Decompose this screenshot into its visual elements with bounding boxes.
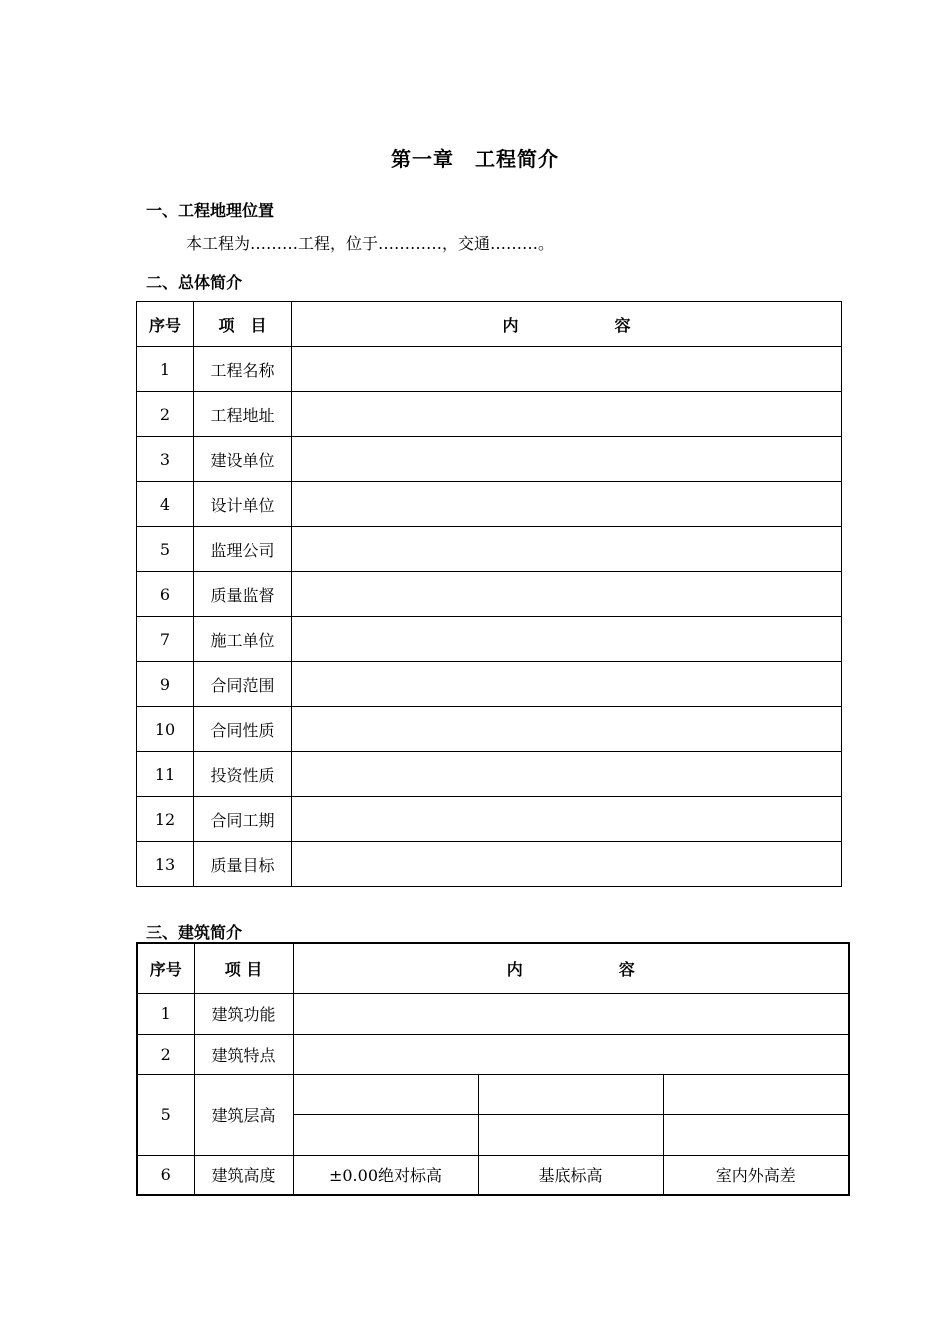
row-content xyxy=(292,842,842,887)
table-row xyxy=(137,392,842,437)
table-row xyxy=(137,842,842,887)
table-row xyxy=(137,707,842,752)
row-content xyxy=(292,392,842,437)
header-content: 内 容 xyxy=(293,943,849,993)
header-item: 项 目 xyxy=(194,943,293,993)
header-item: 项 目 xyxy=(194,302,292,347)
row-content xyxy=(292,572,842,617)
table-row xyxy=(137,437,842,482)
row-item: 工程地址 xyxy=(194,392,292,437)
row-item: 投资性质 xyxy=(194,752,292,797)
row-item: 质量目标 xyxy=(194,842,292,887)
row-no: 13 xyxy=(137,842,194,887)
row-item: 建筑高度 xyxy=(194,1155,293,1195)
table-row xyxy=(137,993,849,1034)
row-no: 1 xyxy=(137,347,194,392)
row-no: 10 xyxy=(137,707,194,752)
row-item: 合同工期 xyxy=(194,797,292,842)
header-no: 序号 xyxy=(137,943,194,993)
table-row xyxy=(137,347,842,392)
row-item: 设计单位 xyxy=(194,482,292,527)
row-cell-absolute-elevation: ±0.00绝对标高 xyxy=(293,1155,478,1195)
row-item: 建设单位 xyxy=(194,437,292,482)
row-item: 建筑层高 xyxy=(194,1074,293,1155)
table-row xyxy=(137,617,842,662)
row-content xyxy=(292,437,842,482)
section-heading-building: 三、建筑简介 xyxy=(146,923,243,942)
building-table xyxy=(136,942,850,1196)
row-no: 9 xyxy=(137,662,194,707)
row-content xyxy=(292,707,842,752)
row-cell xyxy=(293,1074,478,1114)
table-row xyxy=(137,1155,849,1195)
row-item: 合同范围 xyxy=(194,662,292,707)
row-content xyxy=(292,662,842,707)
row-no: 2 xyxy=(137,392,194,437)
table-header-row xyxy=(137,943,849,993)
row-content xyxy=(293,993,849,1034)
row-no: 7 xyxy=(137,617,194,662)
row-item: 建筑特点 xyxy=(194,1034,293,1074)
row-item: 监理公司 xyxy=(194,527,292,572)
row-item: 施工单位 xyxy=(194,617,292,662)
row-content xyxy=(293,1034,849,1074)
row-no: 5 xyxy=(137,1074,194,1155)
section-heading-location: 一、工程地理位置 xyxy=(146,201,275,220)
row-content xyxy=(292,797,842,842)
row-content xyxy=(292,347,842,392)
page-title: 第一章 工程简介 xyxy=(391,147,559,171)
table-row xyxy=(137,527,842,572)
row-content xyxy=(292,617,842,662)
row-item: 合同性质 xyxy=(194,707,292,752)
row-item: 建筑功能 xyxy=(194,993,293,1034)
overview-table xyxy=(136,301,842,887)
table-row xyxy=(137,482,842,527)
row-item: 质量监督 xyxy=(194,572,292,617)
table-row xyxy=(137,797,842,842)
header-content: 内 容 xyxy=(292,302,842,347)
row-content xyxy=(292,482,842,527)
table-row xyxy=(137,572,842,617)
table-row xyxy=(137,1034,849,1074)
row-content xyxy=(292,752,842,797)
row-no: 5 xyxy=(137,527,194,572)
row-content xyxy=(292,527,842,572)
table-row xyxy=(137,752,842,797)
row-no: 11 xyxy=(137,752,194,797)
row-cell xyxy=(478,1114,663,1155)
row-no: 2 xyxy=(137,1034,194,1074)
row-no: 1 xyxy=(137,993,194,1034)
row-cell xyxy=(663,1074,849,1114)
header-no: 序号 xyxy=(137,302,194,347)
row-cell xyxy=(293,1114,478,1155)
row-item: 工程名称 xyxy=(194,347,292,392)
row-no: 4 xyxy=(137,482,194,527)
row-no: 12 xyxy=(137,797,194,842)
table-header-row xyxy=(137,302,842,347)
row-cell-indoor-outdoor-diff: 室内外高差 xyxy=(663,1155,849,1195)
section-heading-overview: 二、总体简介 xyxy=(146,273,243,292)
row-cell xyxy=(478,1074,663,1114)
row-cell-base-elevation: 基底标高 xyxy=(478,1155,663,1195)
table-row xyxy=(137,662,842,707)
row-no: 3 xyxy=(137,437,194,482)
table-row xyxy=(137,1074,849,1114)
row-no: 6 xyxy=(137,1155,194,1195)
location-paragraph: 本工程为………工程，位于…………，交通………。 xyxy=(186,234,555,253)
row-no: 6 xyxy=(137,572,194,617)
row-cell xyxy=(663,1114,849,1155)
